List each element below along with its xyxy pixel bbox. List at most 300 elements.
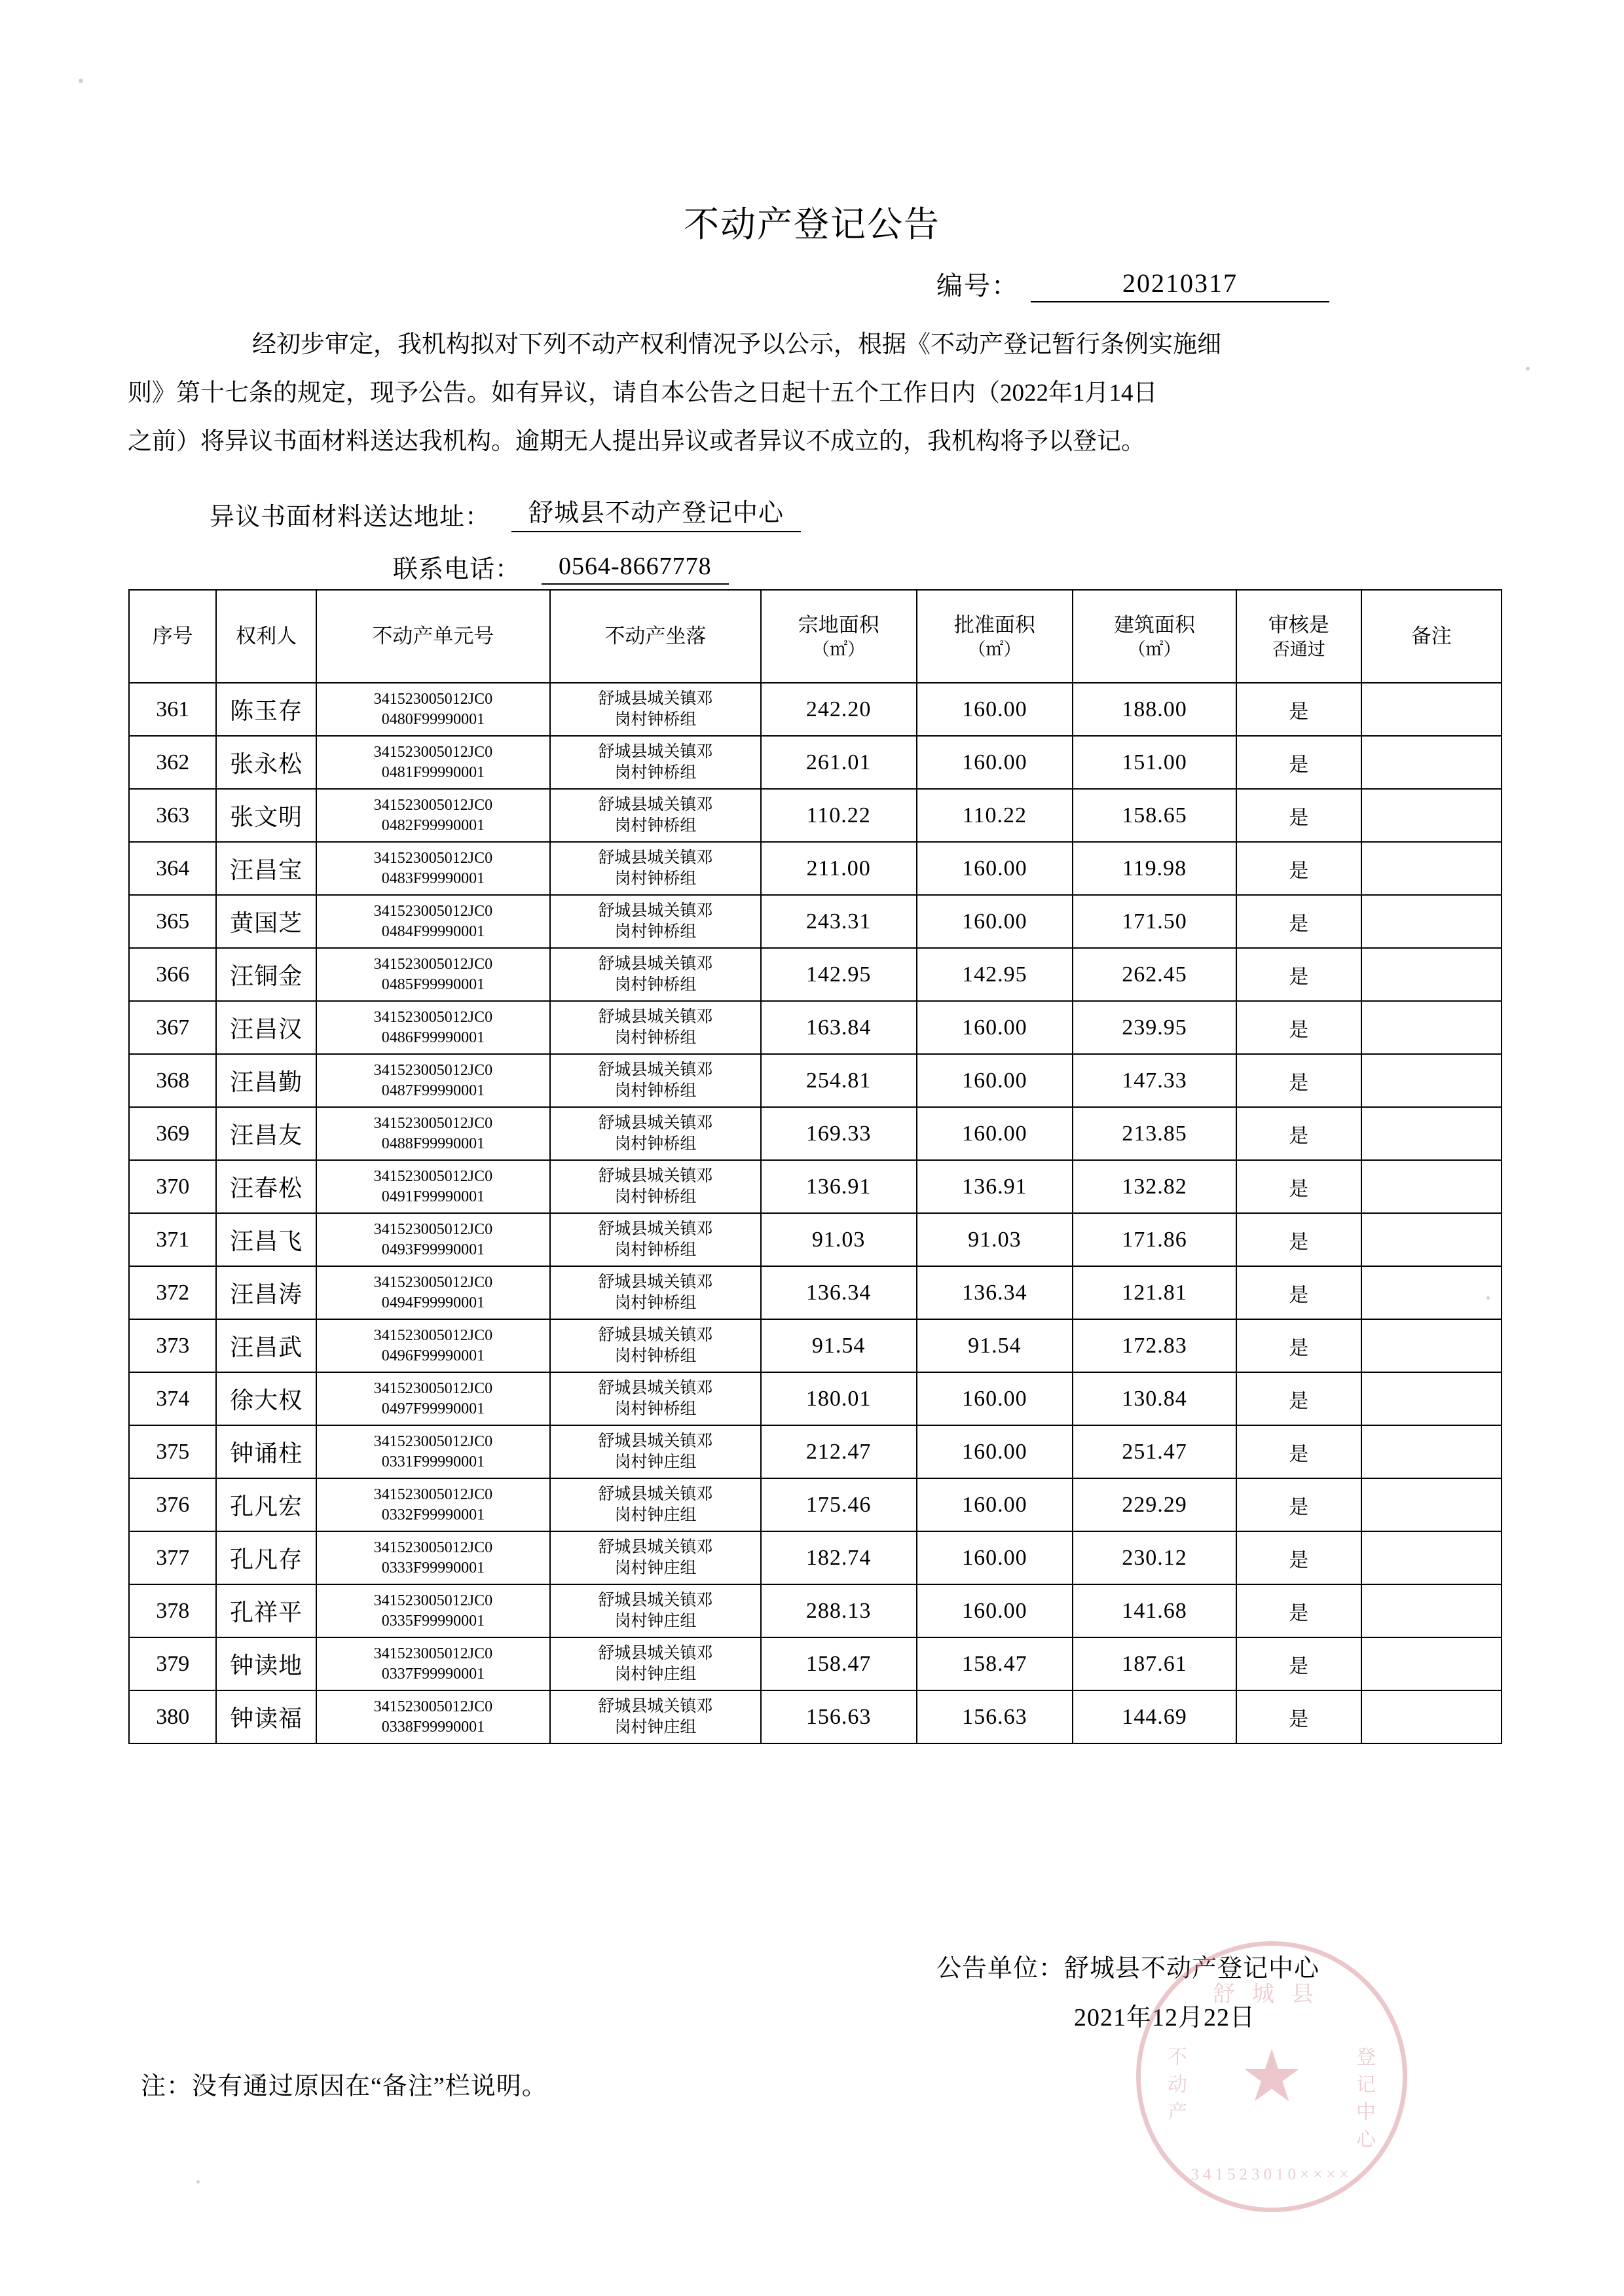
cell-location-line2: 岗村钟桥组 [614,922,697,941]
cell-location-line2: 岗村钟桥组 [614,1347,697,1365]
seal-arc-top: 舒城县 [1213,1982,1331,2007]
cell-approved-area: 160.00 [917,1054,1073,1107]
cell-owner: 孔凡宏 [216,1478,316,1531]
cell-unit [316,1054,550,1107]
cell-review-pass: 是 [1236,895,1361,948]
cell-seq: 367 [129,1001,216,1054]
cell-review-pass: 是 [1236,1107,1361,1160]
cell-approved-area: 160.00 [917,1372,1073,1425]
cell-land-area: 288.13 [761,1584,917,1637]
cell-seq: 379 [129,1637,216,1690]
code-label: 编号： [936,271,1019,301]
cell-land-area: 243.31 [761,895,917,948]
cell-seq: 362 [129,736,216,789]
cell-note [1361,895,1502,948]
table-row [129,1319,1502,1372]
table-row [129,1372,1502,1425]
cell-location [550,736,761,789]
cell-owner: 汪昌飞 [216,1213,316,1266]
cell-approved-area: 160.00 [917,736,1073,789]
cell-unit [316,1001,550,1054]
col-header-building-area-unit: （㎡） [1128,640,1181,659]
cell-unit [316,1425,550,1478]
table-row [129,1266,1502,1319]
cell-location-line1: 舒城县城关镇邓 [598,848,713,867]
col-header-unit [316,590,550,683]
cell-unit-line1: 341523005012JC0 [373,1273,493,1291]
cell-unit-line1: 341523005012JC0 [373,1645,493,1662]
cell-note [1361,1001,1502,1054]
cell-location-line2: 岗村钟桥组 [614,1188,697,1206]
cell-location [550,1001,761,1054]
cell-approved-area: 160.00 [917,842,1073,895]
cell-unit-line2: 0333F99990001 [381,1559,485,1576]
col-header-approved-area [917,590,1073,683]
cell-unit [316,1372,550,1425]
cell-approved-area: 142.95 [917,948,1073,1001]
cell-land-area: 261.01 [761,736,917,789]
delivery-address-row [210,492,801,532]
cell-owner: 孔祥平 [216,1584,316,1637]
cell-building-area: 119.98 [1073,842,1236,895]
cell-location-line2: 岗村钟桥组 [614,975,697,994]
cell-approved-area: 136.91 [917,1160,1073,1213]
cell-seq: 380 [129,1690,216,1743]
body-paragraph-1: 经初步审定，我机构拟对下列不动产权利情况予以公示，根据《不动产登记暂行条例实施细 [252,331,1221,358]
cell-building-area: 172.83 [1073,1319,1236,1372]
cell-location [550,789,761,842]
cell-review-pass: 是 [1236,1531,1361,1584]
cell-approved-area: 110.22 [917,789,1073,842]
cell-owner: 汪昌宝 [216,842,316,895]
cell-location-line2: 岗村钟桥组 [614,816,697,835]
cell-unit-line1: 341523005012JC0 [373,1167,493,1185]
table-row [129,842,1502,895]
cell-location-line1: 舒城县城关镇邓 [598,742,713,761]
cell-unit-line1: 341523005012JC0 [373,1379,493,1397]
cell-building-area: 121.81 [1073,1266,1236,1319]
table-row [129,1637,1502,1690]
col-header-review-pass [1236,590,1361,683]
cell-location [550,1107,761,1160]
cell-building-area: 171.50 [1073,895,1236,948]
cell-location-line1: 舒城县城关镇邓 [598,1326,713,1344]
table-row [129,1531,1502,1584]
table-row [129,1690,1502,1743]
cell-land-area: 182.74 [761,1531,917,1584]
cell-location-line1: 舒城县城关镇邓 [598,1061,713,1079]
table-row [129,1478,1502,1531]
footer-note: 注：没有通过原因在“备注”栏说明。 [141,2073,547,2100]
cell-unit-line1: 341523005012JC0 [373,1592,493,1609]
cell-location-line1: 舒城县城关镇邓 [598,902,713,920]
cell-owner: 汪昌勤 [216,1054,316,1107]
cell-location-line1: 舒城县城关镇邓 [598,1591,713,1609]
cell-review-pass: 是 [1236,789,1361,842]
cell-approved-area: 160.00 [917,1584,1073,1637]
cell-approved-area: 156.63 [917,1690,1073,1743]
cell-location-line1: 舒城县城关镇邓 [598,1697,713,1715]
table-row [129,1107,1502,1160]
cell-review-pass: 是 [1236,1637,1361,1690]
cell-building-area: 130.84 [1073,1372,1236,1425]
cell-owner: 孔凡存 [216,1531,316,1584]
cell-owner: 陈玉存 [216,683,316,736]
cell-unit-line1: 341523005012JC0 [373,1432,493,1450]
cell-building-area: 262.45 [1073,948,1236,1001]
cell-note [1361,1054,1502,1107]
cell-location-line1: 舒城县城关镇邓 [598,689,713,708]
col-header-building-area [1073,590,1236,683]
col-header-land-area [761,590,917,683]
cell-note [1361,1478,1502,1531]
col-header-approved-area-main: 批准面积 [953,613,1035,636]
cell-note [1361,948,1502,1001]
cell-unit-line2: 0493F99990001 [381,1241,485,1258]
cell-location [550,1478,761,1531]
cell-unit-line2: 0488F99990001 [381,1135,485,1152]
cell-land-area: 136.34 [761,1266,917,1319]
scan-speck [1526,367,1530,371]
cell-unit-line1: 341523005012JC0 [373,1539,493,1556]
cell-owner: 徐大权 [216,1372,316,1425]
cell-review-pass: 是 [1236,1266,1361,1319]
cell-building-area: 144.69 [1073,1690,1236,1743]
cell-building-area: 229.29 [1073,1478,1236,1531]
cell-review-pass: 是 [1236,1690,1361,1743]
cell-seq: 373 [129,1319,216,1372]
col-header-approved-area-unit: （㎡） [968,640,1022,659]
cell-approved-area: 160.00 [917,1001,1073,1054]
contact-phone-label: 联系电话： [393,556,521,583]
col-header-note [1361,590,1502,683]
cell-seq: 374 [129,1372,216,1425]
cell-unit-line2: 0335F99990001 [381,1612,485,1630]
cell-note [1361,1213,1502,1266]
cell-owner: 张文明 [216,789,316,842]
col-header-seq [129,590,216,683]
cell-land-area: 254.81 [761,1054,917,1107]
cell-location-line2: 岗村钟桥组 [614,710,697,729]
cell-approved-area: 160.00 [917,1107,1073,1160]
cell-location-line2: 岗村钟桥组 [614,1135,697,1153]
cell-unit [316,683,550,736]
cell-location-line1: 舒城县城关镇邓 [598,1220,713,1238]
cell-location [550,683,761,736]
cell-location-line1: 舒城县城关镇邓 [598,1008,713,1026]
cell-building-area: 151.00 [1073,736,1236,789]
cell-seq: 364 [129,842,216,895]
cell-location [550,1531,761,1584]
cell-approved-area: 91.54 [917,1319,1073,1372]
cell-seq: 368 [129,1054,216,1107]
cell-unit [316,789,550,842]
cell-location-line2: 岗村钟桥组 [614,1029,697,1047]
cell-seq: 371 [129,1213,216,1266]
cell-land-area: 158.47 [761,1637,917,1690]
cell-location [550,1372,761,1425]
cell-location-line1: 舒城县城关镇邓 [598,795,713,814]
col-header-unit-main: 不动产单元号 [372,625,494,647]
cell-building-area: 158.65 [1073,789,1236,842]
cell-location [550,895,761,948]
cell-land-area: 163.84 [761,1001,917,1054]
contact-phone-value: 0564-8667778 [542,552,729,585]
cell-land-area: 169.33 [761,1107,917,1160]
announcement-body [128,321,1503,466]
cell-note [1361,1160,1502,1213]
cell-owner: 汪昌友 [216,1107,316,1160]
cell-unit-line2: 0480F99990001 [381,710,485,728]
cell-location-line2: 岗村钟桥组 [614,763,697,782]
cell-review-pass: 是 [1236,1584,1361,1637]
cell-note [1361,1690,1502,1743]
cell-location [550,1690,761,1743]
cell-review-pass: 是 [1236,1213,1361,1266]
body-paragraph-3: 之前）将异议书面材料送达我机构。逾期无人提出异议或者异议不成立的，我机构将予以登记。 [128,428,1145,455]
col-header-seq-main: 序号 [152,625,193,647]
announcement-code [936,265,1329,302]
scan-speck [196,2180,200,2183]
cell-unit-line2: 0485F99990001 [381,975,485,993]
page-title: 不动产登记公告 [684,205,940,244]
cell-note [1361,1531,1502,1584]
cell-unit [316,1531,550,1584]
cell-owner: 汪昌涛 [216,1266,316,1319]
cell-location [550,1319,761,1372]
table-row [129,1160,1502,1213]
cell-seq: 375 [129,1425,216,1478]
cell-note [1361,736,1502,789]
cell-seq: 361 [129,683,216,736]
cell-unit [316,1478,550,1531]
seal-star-icon: ★ [1239,2037,1304,2117]
cell-unit [316,1266,550,1319]
cell-review-pass: 是 [1236,1160,1361,1213]
cell-review-pass: 是 [1236,1001,1361,1054]
cell-unit-line2: 0494F99990001 [381,1294,485,1311]
cell-note [1361,683,1502,736]
cell-unit-line1: 341523005012JC0 [373,1061,493,1079]
cell-building-area: 141.68 [1073,1584,1236,1637]
cell-building-area: 171.86 [1073,1213,1236,1266]
cell-location-line2: 岗村钟庄组 [614,1453,697,1471]
cell-approved-area: 160.00 [917,1531,1073,1584]
cell-review-pass: 是 [1236,1478,1361,1531]
cell-approved-area: 160.00 [917,683,1073,736]
col-header-location [550,590,761,683]
cell-unit-line1: 341523005012JC0 [373,1114,493,1132]
cell-location-line2: 岗村钟桥组 [614,1082,697,1100]
cell-owner: 张永松 [216,736,316,789]
cell-location [550,948,761,1001]
cell-note [1361,1372,1502,1425]
cell-unit [316,1107,550,1160]
cell-unit-line2: 0482F99990001 [381,816,485,834]
cell-building-area: 188.00 [1073,683,1236,736]
seal-arc-bottom: 341523010×××× [1190,2166,1353,2183]
cell-unit-line1: 341523005012JC0 [373,743,493,761]
cell-unit-line1: 341523005012JC0 [373,902,493,920]
cell-seq: 378 [129,1584,216,1637]
cell-land-area: 91.03 [761,1213,917,1266]
cell-unit-line2: 0497F99990001 [381,1400,485,1417]
cell-unit-line2: 0496F99990001 [381,1347,485,1364]
cell-review-pass: 是 [1236,842,1361,895]
cell-approved-area: 91.03 [917,1213,1073,1266]
cell-location [550,842,761,895]
cell-unit [316,1213,550,1266]
registration-table [128,589,1502,1744]
col-header-land-area-main: 宗地面积 [798,613,879,636]
cell-unit [316,895,550,948]
cell-building-area: 230.12 [1073,1531,1236,1584]
cell-unit-line2: 0481F99990001 [381,763,485,781]
cell-unit-line1: 341523005012JC0 [373,955,493,973]
cell-unit-line2: 0486F99990001 [381,1029,485,1046]
table-row [129,1054,1502,1107]
cell-unit-line1: 341523005012JC0 [373,1220,493,1238]
table-row [129,736,1502,789]
cell-location-line2: 岗村钟庄组 [614,1506,697,1524]
cell-review-pass: 是 [1236,1425,1361,1478]
cell-note [1361,1425,1502,1478]
cell-owner: 汪铜金 [216,948,316,1001]
cell-approved-area: 158.47 [917,1637,1073,1690]
cell-building-area: 239.95 [1073,1001,1236,1054]
table-row [129,683,1502,736]
table-row [129,1584,1502,1637]
col-header-review-pass-sub: 否通过 [1272,640,1325,659]
cell-seq: 366 [129,948,216,1001]
cell-unit-line2: 0491F99990001 [381,1188,485,1205]
cell-land-area: 142.95 [761,948,917,1001]
cell-building-area: 213.85 [1073,1107,1236,1160]
cell-approved-area: 160.00 [917,1425,1073,1478]
cell-approved-area: 160.00 [917,895,1073,948]
cell-unit-line2: 0338F99990001 [381,1718,485,1736]
cell-location-line1: 舒城县城关镇邓 [598,1644,713,1662]
table-row [129,1001,1502,1054]
cell-location-line2: 岗村钟桥组 [614,1241,697,1259]
table-header-row [129,590,1502,683]
cell-unit [316,948,550,1001]
cell-location-line1: 舒城县城关镇邓 [598,1114,713,1132]
cell-owner: 汪春松 [216,1160,316,1213]
cell-land-area: 211.00 [761,842,917,895]
cell-location-line2: 岗村钟庄组 [614,1718,697,1736]
cell-seq: 370 [129,1160,216,1213]
cell-unit [316,1690,550,1743]
cell-review-pass: 是 [1236,948,1361,1001]
cell-land-area: 180.01 [761,1372,917,1425]
cell-seq: 377 [129,1531,216,1584]
cell-location [550,1266,761,1319]
cell-building-area: 251.47 [1073,1425,1236,1478]
cell-unit-line1: 341523005012JC0 [373,1698,493,1715]
cell-land-area: 156.63 [761,1690,917,1743]
cell-location-line2: 岗村钟庄组 [614,1559,697,1577]
cell-location [550,1637,761,1690]
cell-unit-line1: 341523005012JC0 [373,1326,493,1344]
cell-review-pass: 是 [1236,1319,1361,1372]
table-row [129,948,1502,1001]
cell-land-area: 175.46 [761,1478,917,1531]
cell-unit [316,1160,550,1213]
cell-unit [316,736,550,789]
issuer-line: 公告单位：舒城县不动产登记中心 [936,1955,1320,1982]
cell-land-area: 110.22 [761,789,917,842]
cell-location [550,1054,761,1107]
cell-land-area: 91.54 [761,1319,917,1372]
cell-location-line1: 舒城县城关镇邓 [598,955,713,973]
col-header-land-area-unit: （㎡） [812,640,866,659]
table-row [129,1213,1502,1266]
cell-location-line2: 岗村钟桥组 [614,869,697,888]
cell-land-area: 242.20 [761,683,917,736]
cell-location [550,1425,761,1478]
cell-unit [316,1584,550,1637]
cell-unit-line1: 341523005012JC0 [373,1008,493,1026]
col-header-owner [216,590,316,683]
cell-location-line2: 岗村钟桥组 [614,1400,697,1418]
cell-review-pass: 是 [1236,1372,1361,1425]
cell-owner: 黄国芝 [216,895,316,948]
cell-note [1361,842,1502,895]
cell-owner: 钟读地 [216,1637,316,1690]
cell-location-line2: 岗村钟庄组 [614,1612,697,1630]
col-header-note-main: 备注 [1411,625,1452,647]
cell-unit [316,1637,550,1690]
cell-location [550,1160,761,1213]
cell-location-line2: 岗村钟桥组 [614,1294,697,1312]
cell-unit-line1: 341523005012JC0 [373,1485,493,1503]
col-header-owner-main: 权利人 [236,625,297,647]
cell-location-line1: 舒城县城关镇邓 [598,1167,713,1185]
cell-location-line1: 舒城县城关镇邓 [598,1273,713,1291]
cell-approved-area: 160.00 [917,1478,1073,1531]
cell-note [1361,1319,1502,1372]
cell-seq: 369 [129,1107,216,1160]
cell-building-area: 147.33 [1073,1054,1236,1107]
scan-speck [1486,1296,1490,1300]
cell-unit-line2: 0483F99990001 [381,869,485,887]
seal-side-right: 登记中心 [1356,2047,1376,2151]
cell-note [1361,1266,1502,1319]
table-row [129,1425,1502,1478]
cell-note [1361,789,1502,842]
cell-location-line1: 舒城县城关镇邓 [598,1538,713,1556]
cell-location [550,1213,761,1266]
cell-seq: 376 [129,1478,216,1531]
cell-location [550,1584,761,1637]
cell-review-pass: 是 [1236,736,1361,789]
cell-unit [316,842,550,895]
cell-unit [316,1319,550,1372]
cell-unit-line2: 0484F99990001 [381,922,485,940]
table-body [129,683,1502,1743]
cell-owner: 汪昌汉 [216,1001,316,1054]
delivery-address-value: 舒城县不动产登记中心 [511,492,801,532]
cell-owner: 钟读福 [216,1690,316,1743]
cell-building-area: 132.82 [1073,1160,1236,1213]
cell-review-pass: 是 [1236,683,1361,736]
cell-location-line1: 舒城县城关镇邓 [598,1485,713,1503]
cell-location-line1: 舒城县城关镇邓 [598,1432,713,1450]
seal-side-left: 不动产 [1168,2047,1187,2123]
cell-seq: 363 [129,789,216,842]
cell-unit-line1: 341523005012JC0 [373,690,493,708]
